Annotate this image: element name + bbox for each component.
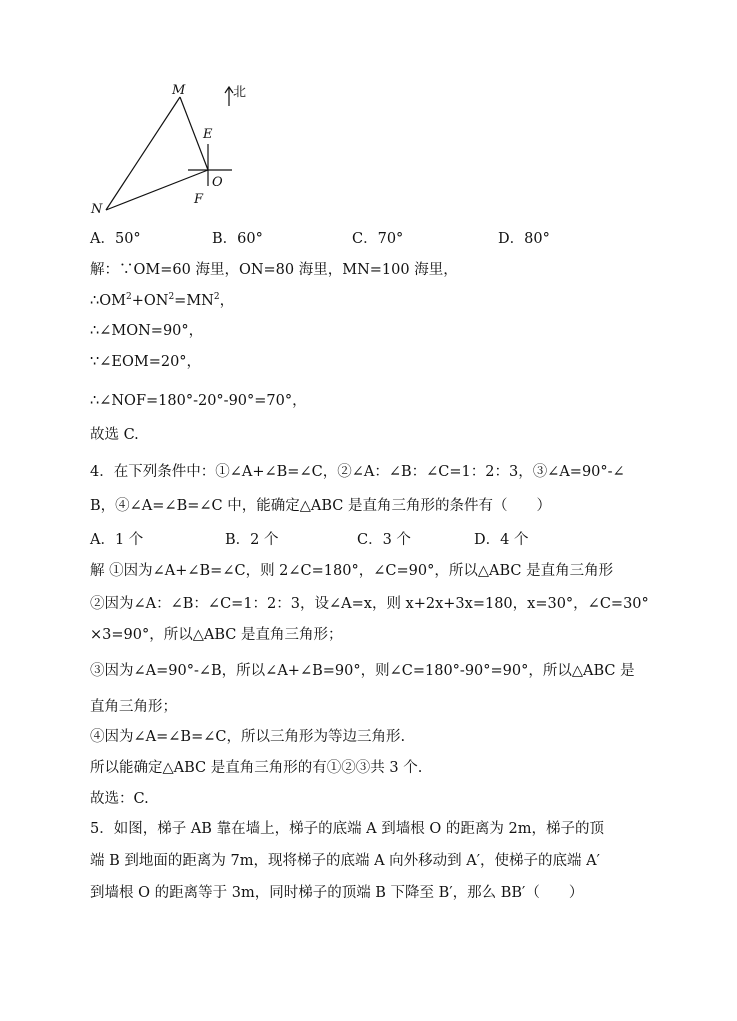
q4-option-b: B．2 个	[225, 532, 279, 548]
q4-solution-line-2: ②因为∠A：∠B：∠C=1：2：3，设∠A=x，则 x+2x+3x=180，x=30°，∠C=30°	[90, 596, 649, 612]
q5-stem-line-3: 到墙根 O 的距离等于 3m，同时梯子的顶端 B 下降至 B′，那么 BB′（ ）	[90, 885, 584, 901]
q4-solution-line-6: ④因为∠A=∠B=∠C，所以三角形为等边三角形.	[90, 729, 406, 745]
q3-solution-line-1: 解：∵OM=60 海里，ON=80 海里，MN=100 海里，	[90, 262, 458, 278]
q4-option-d: D．4 个	[474, 532, 529, 548]
q4-solution-line-5: 直角三角形；	[90, 699, 177, 715]
q5-stem-line-2: 端 B 到地面的距离为 7m，现将梯子的底端 A 向外移动到 A′，使梯子的底端 A′	[90, 853, 600, 869]
segment-no	[106, 170, 208, 210]
q3-solution-line-5: ∴∠NOF=180°-20°-90°=70°，	[90, 393, 307, 409]
q3-solution-line-3: ∴∠MON=90°，	[90, 323, 204, 339]
label-n: N	[91, 202, 103, 217]
q3-solution-line-4: ∵∠EOM=20°，	[90, 354, 202, 370]
q4-stem-line-1: 4．在下列条件中：①∠A+∠B=∠C，②∠A：∠B：∠C=1：2：3，③∠A=90°-∠	[90, 464, 625, 480]
q3-option-d: D．80°	[498, 231, 550, 247]
q4-stem-line-2: B，④∠A=∠B=∠C 中，能确定△ABC 是直角三角形的条件有（ ）	[90, 498, 551, 514]
q3-option-c: C．70°	[352, 231, 404, 247]
label-f: F	[194, 192, 204, 207]
q4-solution-line-4: ③因为∠A=90°-∠B，所以∠A+∠B=90°，则∠C=180°-90°=90°，所以△ABC 是	[90, 663, 635, 679]
label-m: M	[172, 83, 186, 98]
label-north: 北	[233, 85, 247, 100]
geometry-figure	[0, 0, 737, 230]
segment-mn	[106, 97, 180, 210]
label-e: E	[203, 127, 213, 142]
q4-option-a: A．1 个	[90, 532, 144, 548]
q3-option-b: B．60°	[212, 231, 263, 247]
label-o: O	[212, 175, 223, 190]
q4-solution-line-7: 所以能确定△ABC 是直角三角形的有①②③共 3 个.	[90, 760, 423, 776]
q4-solution-line-3: ×3=90°，所以△ABC 是直角三角形；	[90, 627, 343, 643]
q4-option-c: C．3 个	[357, 532, 411, 548]
q4-answer: 故选：C.	[90, 791, 149, 807]
q3-option-a: A．50°	[90, 231, 141, 247]
q4-solution-line-1: 解 ①因为∠A+∠B=∠C，则 2∠C=180°，∠C=90°，所以△ABC 是直角三角形	[90, 563, 614, 579]
q3-solution-line-2: $\therefore OM^2+ON^2=MN^2$，	[90, 292, 235, 309]
q3-answer: 故选 C.	[90, 427, 139, 443]
q5-stem-line-1: 5．如图，梯子 AB 靠在墙上，梯子的底端 A 到墙根 O 的距离为 2m，梯子的顶	[90, 821, 604, 837]
